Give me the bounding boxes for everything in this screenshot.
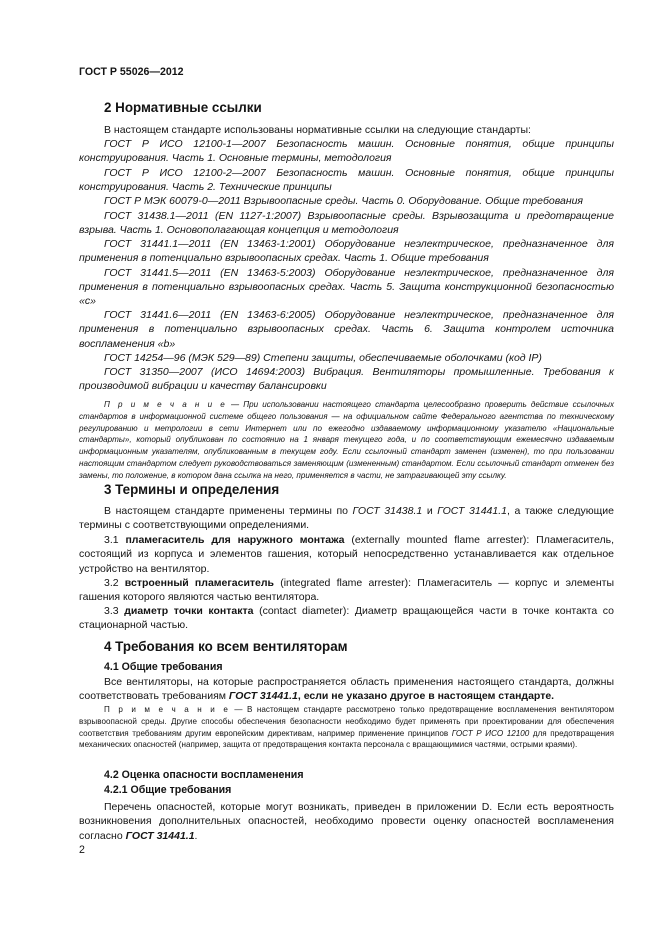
document-id-header: ГОСТ Р 55026—2012 bbox=[79, 66, 184, 78]
subsection-4-2-title: 4.2 Оценка опасности воспламенения bbox=[104, 769, 304, 781]
body-text: . bbox=[194, 829, 198, 842]
intro-text: и bbox=[422, 505, 438, 517]
standard-ref: ГОСТ 31438.1 bbox=[352, 505, 423, 517]
term-name: пламегаситель для наружного монтажа bbox=[125, 534, 345, 546]
subsection-4-1-title: 4.1 Общие требования bbox=[104, 661, 223, 673]
term-name: диаметр точки контакта bbox=[124, 605, 254, 617]
reference-item: ГОСТ 31441.5—2011 (EN 13463-5:2003) Оборудование неэлектрическое, предназначенное для применения в потенциально взрывоопасных средах. Часть 5. Защита конструкционной безопасностью «с» bbox=[79, 266, 614, 308]
term-definition bbox=[79, 576, 614, 605]
note-label: П р и м е ч а н и е bbox=[104, 400, 227, 409]
section-2-intro: В настоящем стандарте использованы нормативные ссылки на следующие стандарты: bbox=[104, 124, 531, 136]
standard-ref: ГОСТ 31441.1 bbox=[125, 829, 195, 842]
section-2-note bbox=[79, 399, 614, 482]
term-number: 3.1 bbox=[104, 534, 119, 546]
intro-text: В настоящем стандарте применены термины по bbox=[104, 505, 353, 517]
term-definition bbox=[79, 604, 614, 633]
body-text: Перечень опасностей, которые могут возникать, приведен в приложении D. Если есть вероятность возникновения дополнительных опасностей, необходимо провести оценку опасностей воспламенения согласно bbox=[79, 801, 614, 842]
page-number: 2 bbox=[79, 844, 85, 856]
section-3-title: 3 Термины и определения bbox=[104, 482, 280, 497]
standard-ref: ГОСТ 31441.1 bbox=[437, 505, 507, 517]
standard-ref: ГОСТ 31441.1 bbox=[228, 690, 298, 703]
note-label: П р и м е ч а н и е bbox=[104, 705, 230, 714]
reference-item: ГОСТ Р ИСО 12100-2—2007 Безопасность машин. Основные понятия, общие принципы конструирования. Часть 2. Технические принципы bbox=[79, 166, 614, 193]
reference-item: ГОСТ 14254—96 (МЭК 529—89) Степени защиты, обеспечиваемые оболочками (код IP) bbox=[104, 352, 542, 364]
subsection-4-1-text bbox=[79, 675, 614, 704]
body-text: , если не указано другое в настоящем стандарте. bbox=[297, 690, 555, 703]
reference-item: ГОСТ 31350—2007 (ИСО 14694:2003) Вибрация. Вентиляторы промышленные. Требования к производимой вибрации и качеству балансировки bbox=[79, 366, 614, 393]
reference-item: ГОСТ 31441.6—2011 (EN 13463-6:2005) Оборудование неэлектрическое, предназначенное для применения в потенциально взрывоопасных средах. Часть 6. Защита контролем источника воспламенения «b» bbox=[79, 309, 614, 350]
note-text: — В настоящем стандарте рассмотрено только предотвращение воспламенения вентилятором взрывоопасной среды. Другие способы обеспечения безопасности необходимо будет применять при проектировании для обеспечения соответствия требованиям другим европейским директивам, например применение принципов bbox=[79, 705, 615, 738]
term-number: 3.2 bbox=[104, 577, 119, 589]
standard-ref: ГОСТ Р ИСО 12100 bbox=[451, 728, 530, 738]
note-text: — При использовании настоящего стандарта целесообразно проверить действие ссылочных стандартов в информационной системе общего пользования — на официальном сайте Федерального агентства по техническому регулированию и метрологии в сети Интернет или по ежегодно издаваемому информационному указателю «Национальные стандарты», который опубликован по состоянию на 1 января текущего года, и по соответствующим ежемесячно издаваемым информационным указателям, опубликованным в текущем году. Если ссылочный стандарт заменен (изменен), то при пользовании настоящим стандартом следует руководствоваться заменяющим (измененным) стандартом. Если ссылочный стандарт отменен без замены, то положение, в котором дана ссылка на него, применяется в части, не затрагивающей эту ссылку. bbox=[79, 400, 614, 480]
section-4-note bbox=[79, 704, 614, 751]
term-name: встроенный пламегаситель bbox=[124, 577, 275, 589]
term-text: (externally mounted flame arrester): Пламегаситель, состоящий из корпуса и элементов гашения, который непосредственно устанавливается как отдельное устройство на вентилятор. bbox=[79, 534, 614, 575]
subsection-4-2-1-title: 4.2.1 Общие требования bbox=[104, 784, 232, 796]
term-text: (integrated flame arrester): Пламегаситель — корпус и элементы гашения которого являются частью вентилятора. bbox=[79, 577, 614, 604]
section-4-title: 4 Требования ко всем вентиляторам bbox=[104, 639, 348, 654]
term-text: (contact diameter): Диаметр вращающейся части в точке контакта со стационарной частью. bbox=[79, 605, 614, 632]
term-number: 3.3 bbox=[104, 605, 119, 617]
reference-item: ГОСТ Р ИСО 12100-1—2007 Безопасность машин. Основные понятия, общие принципы конструирования. Часть 1. Основные термины, методология bbox=[79, 138, 614, 165]
term-definition bbox=[79, 533, 614, 576]
reference-item: ГОСТ 31441.1—2011 (EN 13463-1:2001) Оборудование неэлектрическое, предназначенное для применения в потенциально взрывоопасных средах. Часть 1. Общие требования bbox=[79, 238, 614, 265]
section-3-intro bbox=[79, 504, 614, 533]
note-text: для предотвращения механических опасностей (например, защита от предотвращения контакта персонала с вращающимися частями, острыми краями). bbox=[79, 728, 614, 750]
intro-text: , а также следующие термины с соответствующими определениями. bbox=[79, 505, 614, 532]
reference-item: ГОСТ 31438.1—2011 (EN 1127-1:2007) Взрывоопасные среды. Взрывозащита и предотвращение взрыва. Часть 1. Основополагающая концепция и методология bbox=[79, 209, 614, 236]
body-text: Все вентиляторы, на которые распространяется область применения настоящего стандарта, должны соответствовать требованиям bbox=[79, 676, 614, 703]
section-2-title: 2 Нормативные ссылки bbox=[104, 100, 262, 115]
reference-item: ГОСТ Р МЭК 60079-0—2011 Взрывоопасные среды. Часть 0. Оборудование. Общие требования bbox=[104, 195, 584, 207]
subsection-4-2-1-text bbox=[79, 800, 614, 843]
